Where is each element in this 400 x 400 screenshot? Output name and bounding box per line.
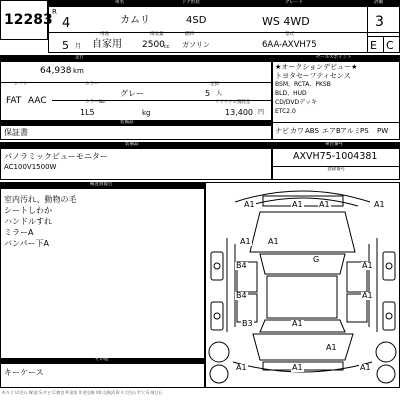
- damage-mark: A1: [292, 319, 303, 328]
- inspector-line: ミラーA: [4, 228, 34, 237]
- caption-model: 車名: [115, 0, 124, 5]
- caption-doors: ドア形状: [182, 0, 200, 5]
- damage-mark: A1: [240, 237, 251, 246]
- equipment-item: カワ: [290, 127, 304, 135]
- color: グレー: [120, 89, 144, 98]
- aircon: AAC: [28, 96, 47, 106]
- score: 3: [375, 14, 384, 30]
- doors: 4SD: [186, 15, 207, 26]
- damage-mark: B3: [242, 319, 253, 328]
- displacement-unit: cc: [164, 44, 170, 50]
- equipment-item: PW: [377, 127, 389, 135]
- inspector-footer-title: その他: [95, 357, 109, 362]
- damage-mark: G: [313, 255, 320, 264]
- sales-line: ★オークションデビュー★: [275, 63, 358, 71]
- exterior-score: C: [386, 39, 394, 52]
- damage-mark: B4: [236, 291, 247, 300]
- caption-color-code: カラーNo.: [85, 100, 106, 105]
- mileage: 64,938: [40, 66, 72, 76]
- damage-mark: A1: [326, 343, 337, 352]
- damage-mark: A1: [362, 261, 373, 270]
- fuel: ガソリン: [182, 41, 210, 49]
- damage-mark: A1: [292, 200, 303, 209]
- damage-mark: A1: [292, 363, 303, 372]
- caption-model-code: 型式: [285, 32, 294, 37]
- model-code: 6AA-AXVH75: [262, 40, 317, 50]
- damage-mark: A1: [244, 200, 255, 209]
- legend-footer: A:キズ U:凹み W:波 S:サビ C:腐食 P:塗装 X:要交換 XX:交換済 B:キズ凹み Y:穴 G:飛び石: [2, 390, 163, 395]
- mileage-unit: km: [73, 67, 84, 75]
- option-line: パノラミックビューモニター: [4, 152, 108, 161]
- usage: 自家用: [92, 39, 122, 50]
- shift: FAT: [6, 96, 22, 106]
- chassis-caption: 車台番号: [325, 142, 343, 147]
- inspector-line: 室内汚れ、動物の毛: [4, 195, 77, 204]
- damage-mark: A1: [268, 237, 279, 246]
- sales-points-title: セールスポイント: [316, 55, 352, 60]
- sales-line: トヨタセーフティセンス: [275, 72, 351, 80]
- damage-mark: B4: [236, 261, 247, 270]
- inspector-title: 検査員報告: [90, 182, 113, 187]
- option-line: AC100V1500W: [4, 163, 57, 171]
- equipment-item: ナビ: [275, 127, 289, 135]
- displacement: 2500: [142, 40, 165, 50]
- caption-capacity: 定員: [210, 82, 219, 87]
- inspector-line: シートしわか: [4, 206, 52, 215]
- capacity: 5: [205, 89, 211, 98]
- caption-mileage: 走行: [75, 55, 84, 60]
- model-year-era: R: [52, 8, 57, 16]
- equipment-item: アルミ: [340, 127, 361, 135]
- caption-score: 評価: [374, 0, 383, 5]
- caption-price: リサイクル預託金: [215, 100, 251, 105]
- options-title: 装備品: [125, 142, 139, 147]
- caption-color: カラー: [85, 82, 99, 87]
- car-diagram: [205, 182, 400, 388]
- sales-line: ETC2.0: [275, 108, 296, 115]
- chassis-sub-caption: 登録番号: [327, 167, 345, 172]
- damage-mark: A1: [360, 363, 371, 372]
- equipment-item: エアB: [322, 127, 341, 135]
- caption-displacement: 排気量: [150, 32, 164, 37]
- sales-line: BSM、RCTA、PKSB: [275, 81, 331, 88]
- caption-extra: 装備品: [120, 120, 134, 125]
- month-unit: 月: [75, 43, 82, 50]
- equipment-item: PS: [360, 127, 369, 135]
- month: 5: [62, 39, 69, 52]
- warranty: 保証書: [4, 128, 28, 137]
- sales-line: CD/DVDデッキ: [275, 99, 317, 106]
- equipment-item: ABS: [305, 127, 319, 135]
- inspector-line: ハンドルすれ: [4, 217, 52, 226]
- inspector-line: バンパー下A: [4, 239, 49, 248]
- chassis-number: AXVH75-1004381: [293, 151, 378, 162]
- inspection-price: 13,400: [225, 108, 253, 117]
- color-code: 1L5: [80, 108, 95, 117]
- grade: WS 4WD: [262, 15, 310, 28]
- weight-label: kg: [142, 109, 151, 117]
- damage-mark: A1: [374, 200, 385, 209]
- caption-grade: グレード: [285, 0, 303, 5]
- interior-score: E: [370, 39, 377, 52]
- model-year: 4: [62, 16, 71, 31]
- model-name: カムリ: [120, 15, 150, 26]
- damage-mark: A1: [236, 363, 247, 372]
- damage-mark: A1: [362, 291, 373, 300]
- sales-line: BLD、HUD: [275, 90, 307, 97]
- caption-fuel: 燃料: [185, 32, 194, 37]
- caption-shift: シフト: [14, 82, 28, 87]
- capacity-unit: 人: [216, 90, 223, 97]
- caption-usage: 用途: [100, 32, 109, 37]
- damage-mark: A1: [319, 200, 330, 209]
- inspector-footer-line: キーケース: [4, 368, 44, 377]
- inspection-unit: 円: [258, 109, 265, 116]
- lot-number: 12283: [4, 12, 53, 28]
